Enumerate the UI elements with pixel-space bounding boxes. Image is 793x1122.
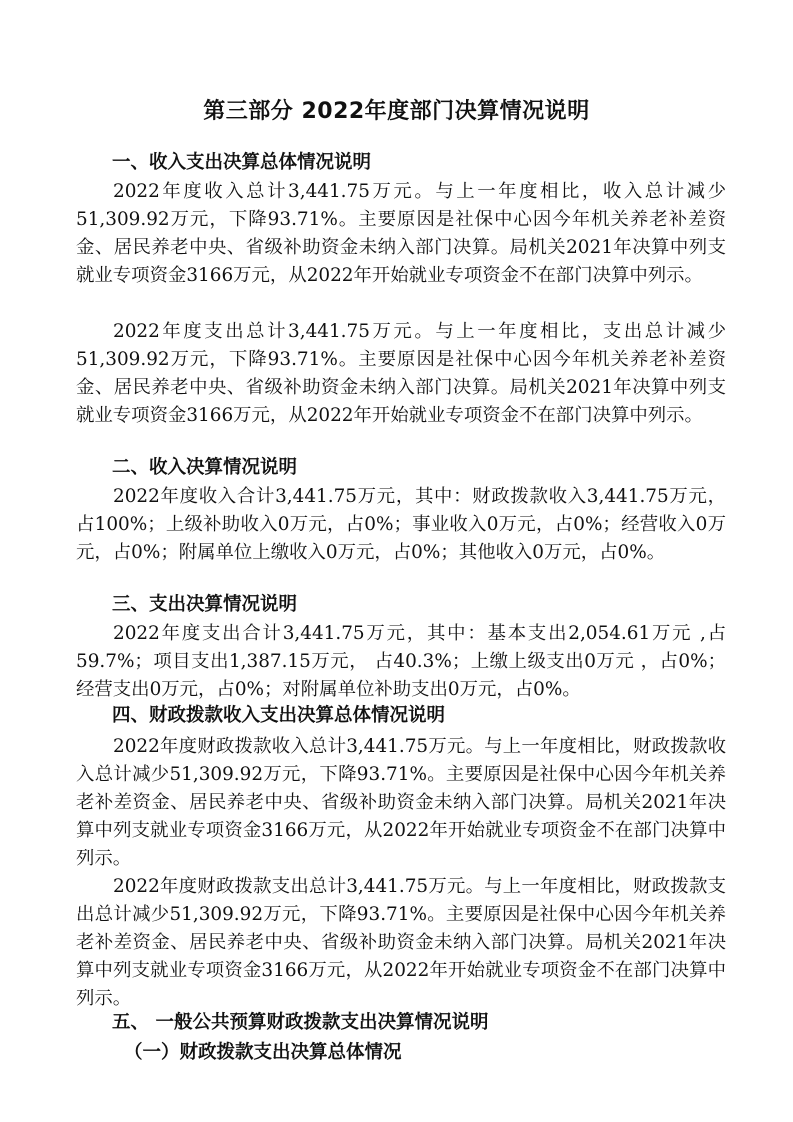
section-heading-1: 一、收入支出决算总体情况说明 [112, 152, 372, 173]
section-2-paragraph-1: 2022年度收入合计3,441.75万元，其中：财政拨款收入3,441.75万元，占100%；上级补助收入0万元，占0%；事业收入0万元，占0%；经营收入0万元，占0%；附属单位上缴收入0万元，占0%；其他收入0万元，占0%。 [76, 486, 726, 563]
section-1-paragraph-2: 2022年度支出总计3,441.75万元。与上一年度相比，支出总计减少51,309.92万元，下降93.71%。主要原因是社保中心因今年机关养老补差资金、居民养老中央、省级补助资金未纳入部门决算。局机关2021年决算中列支就业专项资金3166万元，从2022年开始就业专项资金不在部门决算中列示。 [76, 321, 726, 426]
subsection-heading: （一）财政拨款支出决算总体情况 [124, 1042, 402, 1063]
page-title: 第三部分 2022年度部门决算情况说明 [203, 99, 590, 124]
section-heading-3: 三、支出决算情况说明 [112, 594, 298, 615]
section-3-paragraph-1: 2022年度支出合计3,441.75万元，其中：基本支出2,054.61万元 ,占59.7%；项目支出1,387.15万元， 占40.3%；上缴上级支出0万元 ，占0%；经营支出0万元，占0%；对附属单位补助支出0万元，占0%。 [76, 623, 726, 700]
section-heading-4: 四、财政拨款收入支出决算总体情况说明 [112, 705, 446, 726]
section-heading-2: 二、收入决算情况说明 [112, 457, 298, 478]
section-4-paragraph-2: 2022年度财政拨款支出总计3,441.75万元。与上一年度相比，财政拨款支出总计减少51,309.92万元，下降93.71%。主要原因是社保中心因今年机关养老补差资金、居民养老中央、省级补助资金未纳入部门决算。局机关2021年决算中列支就业专项资金3166万元，从2022年开始就业专项资金不在部门决算中列示。 [76, 876, 726, 1009]
section-1-paragraph-1: 2022年度收入总计3,441.75万元。与上一年度相比，收入总计减少51,309.92万元，下降93.71%。主要原因是社保中心因今年机关养老补差资金、居民养老中央、省级补助资金未纳入部门决算。局机关2021年决算中列支就业专项资金3166万元，从2022年开始就业专项资金不在部门决算中列示。 [76, 181, 726, 286]
section-4-paragraph-1: 2022年度财政拨款收入总计3,441.75万元。与上一年度相比，财政拨款收入总计减少51,309.92万元，下降93.71%。主要原因是社保中心因今年机关养老补差资金、居民养老中央、省级补助资金未纳入部门决算。局机关2021年决算中列支就业专项资金3166万元，从2022年开始就业专项资金不在部门决算中列示。 [76, 736, 726, 869]
section-heading-5: 五、 一般公共预算财政拨款支出决算情况说明 [112, 1012, 489, 1033]
